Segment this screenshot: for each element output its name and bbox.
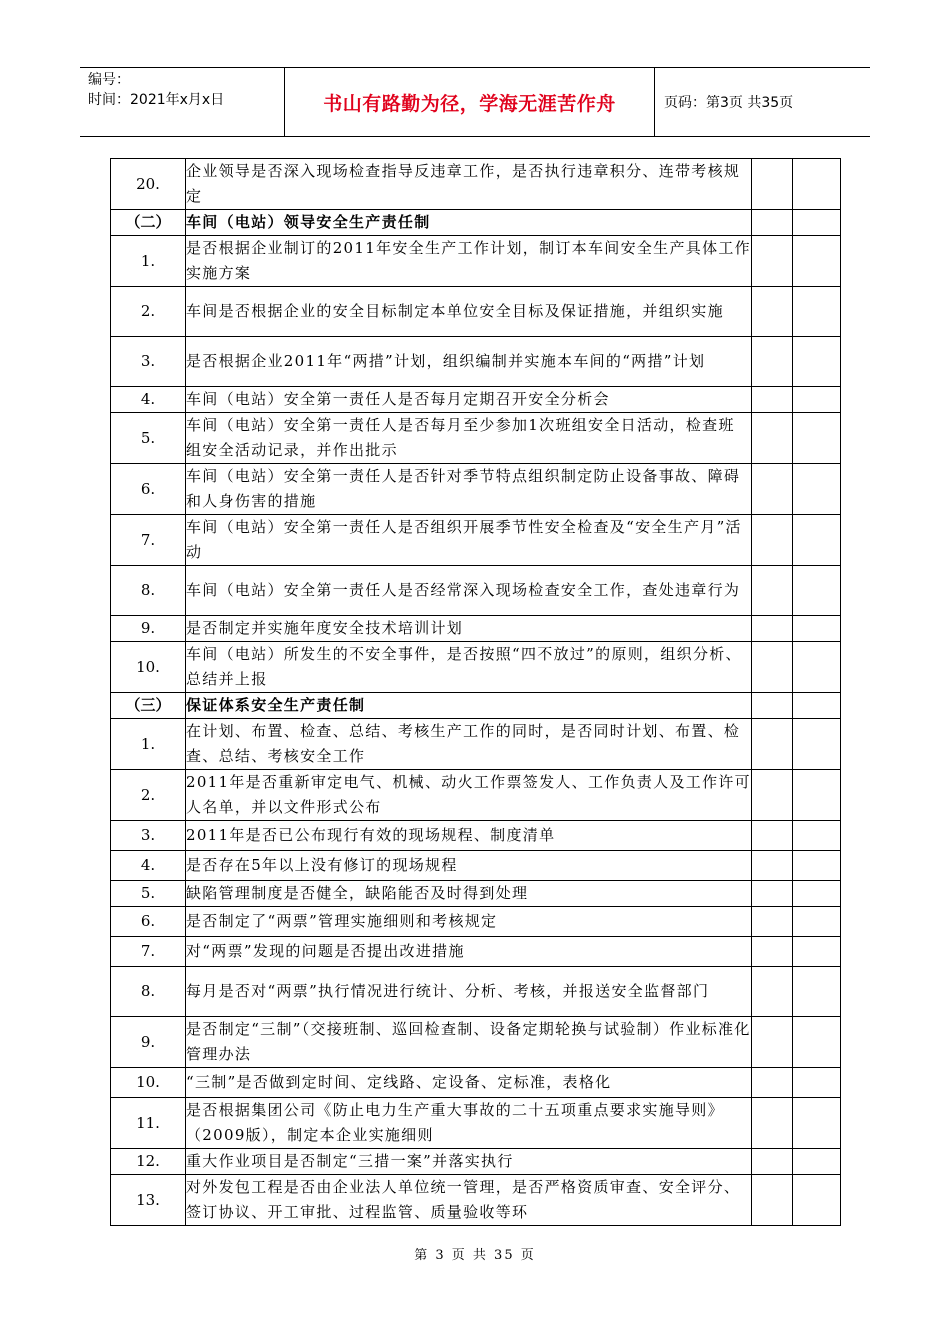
result-cell <box>752 210 793 236</box>
remark-cell <box>793 1068 841 1098</box>
result-cell <box>752 1068 793 1098</box>
result-cell <box>752 616 793 642</box>
result-cell <box>752 907 793 937</box>
row-number: （三） <box>111 693 186 719</box>
row-number: 6. <box>111 464 186 515</box>
result-cell <box>752 719 793 770</box>
remark-cell <box>793 693 841 719</box>
result-cell <box>752 1175 793 1226</box>
result-cell <box>752 159 793 210</box>
row-number: 4. <box>111 387 186 413</box>
check-item-text: “三制”是否做到定时间、定线路、定设备、定标准，表格化 <box>186 1068 752 1098</box>
check-item-text: 2011年是否已公布现行有效的现场规程、制度清单 <box>186 821 752 851</box>
table-row <box>111 566 841 616</box>
remark-cell <box>793 337 841 387</box>
check-item-text: 车间（电站）所发生的不安全事件，是否按照“四不放过”的原则，组织分析、总结并上报 <box>186 642 752 693</box>
table-row <box>111 1175 841 1226</box>
row-number: （二） <box>111 210 186 236</box>
header-motto: 书山有路勤为径，学海无涯苦作舟 <box>323 92 616 115</box>
page-header <box>80 67 870 137</box>
check-item-text: 是否制定并实施年度安全技术培训计划 <box>186 616 752 642</box>
header-page-label: 页码：第3页 共35页 <box>664 95 794 111</box>
result-cell <box>752 1149 793 1175</box>
remark-cell <box>793 907 841 937</box>
table-row <box>111 1149 841 1175</box>
row-number: 1. <box>111 236 186 287</box>
table-row <box>111 1098 841 1149</box>
row-number: 9. <box>111 616 186 642</box>
check-item-text: 是否制定了“两票”管理实施细则和考核规定 <box>186 907 752 937</box>
section-row <box>111 693 841 719</box>
result-cell <box>752 287 793 337</box>
result-cell <box>752 464 793 515</box>
page-footer: 第 3 页 共 35 页 <box>414 1248 536 1263</box>
row-number: 8. <box>111 967 186 1017</box>
check-item-text: 车间（电站）安全第一责任人是否针对季节特点组织制定防止设备事故、障碍和人身伤害的措施 <box>186 464 752 515</box>
remark-cell <box>793 642 841 693</box>
remark-cell <box>793 1017 841 1068</box>
table-row <box>111 642 841 693</box>
remark-cell <box>793 210 841 236</box>
table-row <box>111 967 841 1017</box>
check-item-text: 缺陷管理制度是否健全，缺陷能否及时得到处理 <box>186 881 752 907</box>
checklist-body <box>111 159 841 1226</box>
check-item-text: 是否根据集团公司《防止电力生产重大事故的二十五项重点要求实施导则》（2009版），制定本企业实施细则 <box>186 1098 752 1149</box>
table-row <box>111 413 841 464</box>
check-item-text: 是否存在5年以上没有修订的现场规程 <box>186 851 752 881</box>
table-row <box>111 464 841 515</box>
remark-cell <box>793 387 841 413</box>
check-item-text: 对“两票”发现的问题是否提出改进措施 <box>186 937 752 967</box>
result-cell <box>752 967 793 1017</box>
table-row <box>111 1068 841 1098</box>
row-number: 10. <box>111 642 186 693</box>
row-number: 20. <box>111 159 186 210</box>
row-number: 7. <box>111 937 186 967</box>
remark-cell <box>793 464 841 515</box>
result-cell <box>752 1098 793 1149</box>
row-number: 9. <box>111 1017 186 1068</box>
result-cell <box>752 642 793 693</box>
row-number: 2. <box>111 770 186 821</box>
check-item-text: 车间（电站）安全第一责任人是否每月至少参加1次班组安全日活动，检查班组安全活动记录，并作出批示 <box>186 413 752 464</box>
table-row <box>111 851 841 881</box>
table-row <box>111 159 841 210</box>
result-cell <box>752 337 793 387</box>
result-cell <box>752 413 793 464</box>
result-cell <box>752 693 793 719</box>
check-item-text: 是否制定“三制”（交接班制、巡回检查制、设备定期轮换与试验制）作业标准化管理办法 <box>186 1017 752 1068</box>
check-item-text: 2011年是否重新审定电气、机械、动火工作票签发人、工作负责人及工作许可人名单，并以文件形式公布 <box>186 770 752 821</box>
row-number: 13. <box>111 1175 186 1226</box>
table-row <box>111 907 841 937</box>
row-number: 8. <box>111 566 186 616</box>
table-row <box>111 387 841 413</box>
check-item-text: 每月是否对“两票”执行情况进行统计、分析、考核，并报送安全监督部门 <box>186 967 752 1017</box>
remark-cell <box>793 236 841 287</box>
remark-cell <box>793 616 841 642</box>
section-title: 保证体系安全生产责任制 <box>186 693 752 719</box>
date-label: 时间：2021年x月x日 <box>88 92 225 108</box>
row-number: 12. <box>111 1149 186 1175</box>
remark-cell <box>793 1149 841 1175</box>
header-meta <box>88 70 288 110</box>
remark-cell <box>793 159 841 210</box>
result-cell <box>752 566 793 616</box>
remark-cell <box>793 881 841 907</box>
remark-cell <box>793 1098 841 1149</box>
checklist-table <box>110 158 841 1226</box>
table-row <box>111 287 841 337</box>
check-item-text: 车间（电站）安全第一责任人是否每月定期召开安全分析会 <box>186 387 752 413</box>
serial-label: 编号： <box>88 72 130 88</box>
remark-cell <box>793 967 841 1017</box>
check-item-text: 对外发包工程是否由企业法人单位统一管理，是否严格资质审查、安全评分、签订协议、开工审批、过程监管、质量验收等环 <box>186 1175 752 1226</box>
remark-cell <box>793 515 841 566</box>
table-row <box>111 1017 841 1068</box>
table-row <box>111 821 841 851</box>
row-number: 10. <box>111 1068 186 1098</box>
check-item-text: 是否根据企业2011年“两措”计划，组织编制并实施本车间的“两措”计划 <box>186 337 752 387</box>
result-cell <box>752 1017 793 1068</box>
table-row <box>111 770 841 821</box>
table-row <box>111 719 841 770</box>
row-number: 3. <box>111 337 186 387</box>
row-number: 6. <box>111 907 186 937</box>
table-row <box>111 515 841 566</box>
section-title: 车间（电站）领导安全生产责任制 <box>186 210 752 236</box>
row-number: 11. <box>111 1098 186 1149</box>
row-number: 3. <box>111 821 186 851</box>
result-cell <box>752 387 793 413</box>
remark-cell <box>793 851 841 881</box>
check-item-text: 车间（电站）安全第一责任人是否经常深入现场检查安全工作，查处违章行为 <box>186 566 752 616</box>
remark-cell <box>793 937 841 967</box>
check-item-text: 是否根据企业制订的2011年安全生产工作计划，制订本车间安全生产具体工作实施方案 <box>186 236 752 287</box>
row-number: 4. <box>111 851 186 881</box>
remark-cell <box>793 821 841 851</box>
table-row <box>111 337 841 387</box>
row-number: 7. <box>111 515 186 566</box>
check-item-text: 在计划、布置、检查、总结、考核生产工作的同时，是否同时计划、布置、检查、总结、考核安全工作 <box>186 719 752 770</box>
table-row <box>111 236 841 287</box>
remark-cell <box>793 287 841 337</box>
remark-cell <box>793 413 841 464</box>
row-number: 5. <box>111 413 186 464</box>
result-cell <box>752 821 793 851</box>
result-cell <box>752 515 793 566</box>
result-cell <box>752 851 793 881</box>
row-number: 1. <box>111 719 186 770</box>
check-item-text: 车间（电站）安全第一责任人是否组织开展季节性安全检查及“安全生产月”活动 <box>186 515 752 566</box>
table-row <box>111 881 841 907</box>
result-cell <box>752 937 793 967</box>
check-item-text: 企业领导是否深入现场检查指导反违章工作，是否执行违章积分、连带考核规定 <box>186 159 752 210</box>
result-cell <box>752 236 793 287</box>
remark-cell <box>793 770 841 821</box>
result-cell <box>752 881 793 907</box>
section-row <box>111 210 841 236</box>
remark-cell <box>793 719 841 770</box>
row-number: 5. <box>111 881 186 907</box>
header-divider <box>654 68 655 136</box>
table-row <box>111 937 841 967</box>
check-item-text: 车间是否根据企业的安全目标制定本单位安全目标及保证措施，并组织实施 <box>186 287 752 337</box>
result-cell <box>752 770 793 821</box>
remark-cell <box>793 1175 841 1226</box>
check-item-text: 重大作业项目是否制定“三措一案”并落实执行 <box>186 1149 752 1175</box>
table-row <box>111 616 841 642</box>
row-number: 2. <box>111 287 186 337</box>
remark-cell <box>793 566 841 616</box>
